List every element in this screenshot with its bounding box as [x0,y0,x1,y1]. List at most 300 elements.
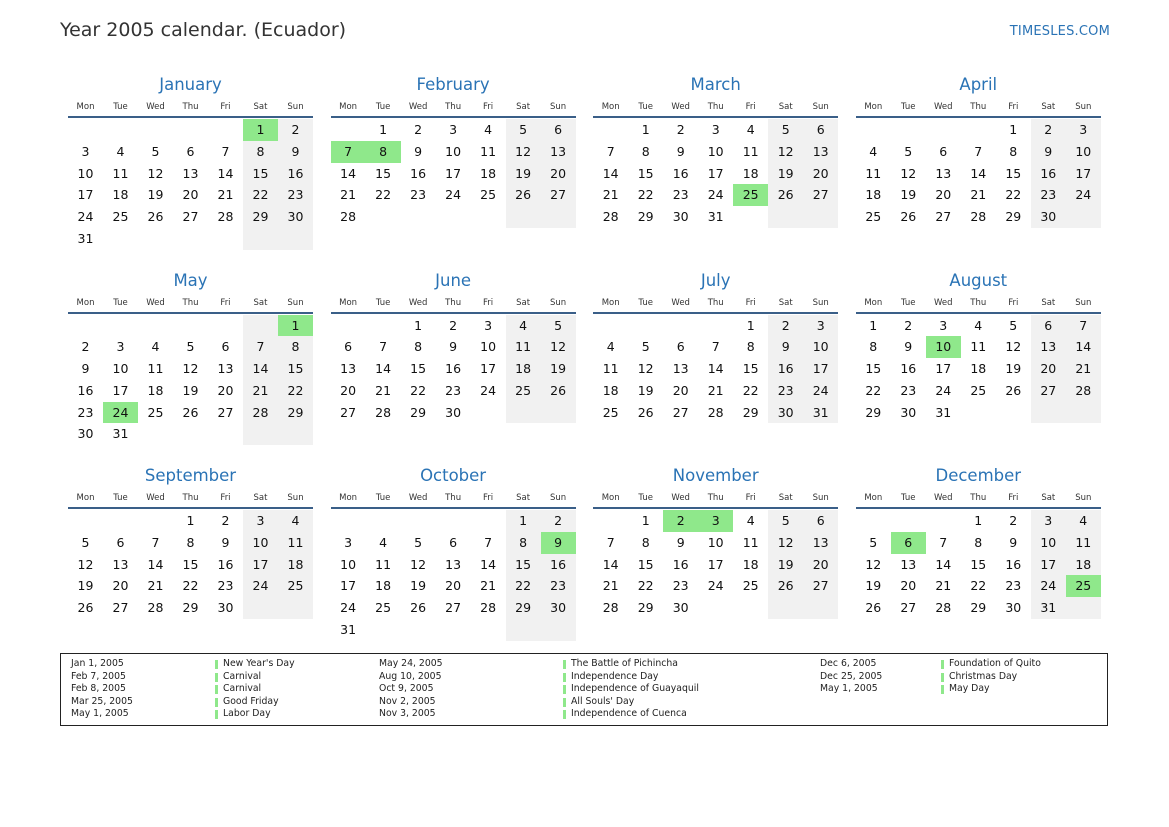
day-cell: 22 [865,382,882,398]
weekday-header [856,491,1101,505]
day-cell: 31 [803,402,838,424]
day-cell: 17 [480,361,497,377]
day-cell: 18 [278,554,313,576]
day-cell: 24 [243,575,278,597]
blank-day [856,119,891,141]
day-cell: 14 [480,556,497,572]
months-grid [68,74,1101,661]
weekday-label: Sat [1041,297,1056,308]
day-cell: 3 [1066,119,1101,141]
day-cell: 5 [151,143,160,159]
blank-day [208,315,243,337]
day-cell: 10 [480,339,497,355]
day-cell: 20 [541,163,576,185]
header-rule [331,507,576,509]
day-cell: 29 [970,600,987,616]
day-cell: 16 [278,163,313,185]
day-cell: 14 [935,556,952,572]
day-cell: 10 [77,165,94,181]
weekday-header [856,296,1101,310]
weekday-header [593,100,838,114]
day-cell: 28 [602,600,619,616]
weekday-label: Tue [375,102,391,112]
blank-day [593,510,628,532]
holiday-day: 2 [663,510,698,532]
blank-day [138,510,173,532]
blank-day [138,119,173,141]
holiday-name: New Year's Day [215,658,365,671]
day-cell: 8 [278,336,313,358]
weekday-label: Thu [182,493,199,503]
day-cell: 29 [182,600,199,616]
day-cell: 20 [803,554,838,576]
holiday-day: 24 [103,402,138,424]
weekday-label: Tue [113,297,128,308]
day-cell: 4 [746,513,755,528]
blank-day [926,119,961,141]
day-cell: 13 [445,556,462,572]
day-cell: 12 [182,361,199,377]
day-cell: 15 [506,554,541,576]
day-cell: 11 [1066,532,1101,554]
day-cell: 12 [865,556,882,572]
blank-day [803,597,838,619]
day-cell: 5 [186,339,195,355]
day-cell: 19 [768,554,803,576]
day-cell: 4 [1066,510,1101,532]
blank-day [278,597,313,619]
weekday-label: Sun [550,493,567,503]
day-cell: 22 [742,382,759,398]
day-cell: 14 [217,165,234,181]
day-cell: 13 [541,141,576,163]
day-cell: 5 [541,315,576,337]
day-cell: 25 [278,575,313,597]
day-cell: 24 [707,578,724,594]
day-cell: 1 [506,510,541,532]
day-cell: 1 [746,317,755,333]
day-cell: 27 [900,600,917,616]
day-cell: 27 [182,209,199,225]
day-cell: 24 [340,600,357,616]
days-grid [856,510,1101,619]
day-cell: 2 [414,122,423,137]
day-cell: 10 [707,143,724,159]
blank-day [506,402,541,424]
days-grid [331,315,576,424]
day-cell: 11 [742,143,759,159]
day-cell: 15 [243,163,278,185]
day-cell: 17 [1066,163,1101,185]
header-rule [593,312,838,314]
holiday-name: Independence Day [563,671,783,684]
day-cell: 6 [541,119,576,141]
weekday-label: Wed [934,297,953,308]
day-cell: 31 [935,404,952,420]
day-cell: 3 [116,339,125,355]
blank-day [173,228,208,250]
blank-day [366,510,401,532]
day-cell: 10 [1066,141,1101,163]
day-cell: 7 [151,534,160,550]
month-title: August [949,270,1008,290]
day-cell: 28 [970,209,987,225]
weekday-header [331,491,576,505]
day-cell: 19 [637,382,654,398]
weekday-label: Tue [638,297,653,308]
day-cell: 30 [768,402,803,424]
day-cell: 20 [803,163,838,185]
day-cell: 14 [602,556,619,572]
blank-day [1031,402,1066,424]
day-cell: 16 [672,165,689,181]
weekday-label: Tue [375,297,391,308]
day-cell: 27 [445,600,462,616]
day-cell: 22 [637,187,654,203]
day-cell: 5 [768,510,803,532]
day-cell: 29 [637,209,654,225]
weekday-label: Thu [970,102,987,112]
weekday-label: Sun [1075,102,1092,112]
day-cell: 21 [340,187,357,203]
day-cell: 10 [445,143,462,159]
day-cell: 15 [865,361,882,377]
holiday-date: Jan 1, 2005 [71,658,124,669]
month-june [331,270,576,466]
day-cell: 17 [243,554,278,576]
day-cell: 25 [112,209,129,225]
day-cell: 9 [676,534,685,550]
day-cell: 4 [484,122,493,137]
day-cell: 3 [803,315,838,337]
day-cell: 19 [147,187,164,203]
month-january [68,74,313,270]
blank-day [471,206,506,228]
blank-day [138,423,173,445]
day-cell: 28 [707,404,724,420]
day-cell: 16 [900,361,917,377]
day-cell: 11 [865,165,882,181]
day-cell: 21 [707,382,724,398]
blank-day [541,206,576,228]
day-cell: 13 [112,556,129,572]
day-cell: 26 [768,184,803,206]
day-cell: 18 [970,361,987,377]
day-cell: 30 [1005,600,1022,616]
day-cell: 22 [375,187,392,203]
weekday-label: Fri [1008,493,1019,503]
blank-day [208,423,243,445]
weekday-label: Fri [745,297,756,308]
day-cell: 6 [803,510,838,532]
day-cell: 5 [506,119,541,141]
day-cell: 23 [278,184,313,206]
day-cell: 4 [506,315,541,337]
day-cell: 1 [1009,122,1018,137]
day-cell: 6 [344,339,353,355]
day-cell: 2 [449,317,458,333]
day-cell: 8 [186,534,195,550]
day-cell: 13 [340,361,357,377]
blank-day [436,206,471,228]
day-cell: 26 [147,209,164,225]
blank-day [471,402,506,424]
day-cell: 25 [375,600,392,616]
day-cell: 14 [243,358,278,380]
day-cell: 8 [746,339,755,355]
day-cell: 28 [602,209,619,225]
day-cell: 17 [77,187,94,203]
day-cell: 8 [869,339,878,355]
day-cell: 12 [1005,339,1022,355]
day-cell: 3 [484,317,493,333]
holiday-name: Carnival [215,683,365,696]
month-title: June [435,270,472,290]
month-september [68,465,313,661]
day-cell: 13 [935,165,952,181]
day-cell: 19 [182,382,199,398]
holiday-day: 10 [926,336,961,358]
day-cell: 26 [865,600,882,616]
weekday-label: Fri [745,493,756,503]
day-cell: 8 [974,534,983,550]
day-cell: 27 [803,575,838,597]
blank-day [331,315,366,337]
blank-day [436,510,471,532]
weekday-label: Sun [812,297,829,308]
day-cell: 27 [803,184,838,206]
blank-day [768,597,803,619]
days-grid [593,510,838,619]
day-cell: 3 [344,534,353,550]
day-cell: 21 [970,187,987,203]
blank-day [103,510,138,532]
day-cell: 6 [1031,315,1066,337]
day-cell: 20 [340,382,357,398]
day-cell: 10 [1031,532,1066,554]
weekday-label: Mon [339,493,358,503]
day-cell: 23 [217,578,234,594]
day-cell: 2 [676,122,685,137]
day-cell: 8 [506,532,541,554]
day-cell: 2 [278,119,313,141]
days-grid [68,510,313,619]
holiday-date: Aug 10, 2005 [379,670,442,682]
day-cell: 18 [147,382,164,398]
day-cell: 26 [182,404,199,420]
day-cell: 16 [541,554,576,576]
days-grid [331,510,576,641]
day-cell: 7 [221,143,230,159]
day-cell: 6 [449,534,458,550]
day-cell: 24 [935,382,952,398]
day-cell: 12 [768,532,803,554]
weekday-label: Sat [1041,493,1056,503]
holiday-day: 3 [698,510,733,532]
day-cell: 12 [410,556,427,572]
blank-day [331,119,366,141]
day-cell: 23 [1031,184,1066,206]
day-cell: 26 [410,600,427,616]
day-cell: 8 [1009,143,1018,159]
weekday-label: Mon [864,493,883,503]
holiday-date: Oct 9, 2005 [379,683,434,695]
day-cell: 12 [637,361,654,377]
day-cell: 7 [243,336,278,358]
day-cell: 14 [707,361,724,377]
blank-day [208,228,243,250]
day-cell: 12 [506,141,541,163]
blank-day [401,206,436,228]
day-cell: 4 [974,317,983,333]
day-cell: 31 [1031,597,1066,619]
day-cell: 6 [939,143,948,159]
day-cell: 16 [1031,163,1066,185]
day-cell: 5 [641,339,650,355]
day-cell: 21 [217,187,234,203]
day-cell: 20 [182,187,199,203]
holiday-date: May 1, 2005 [71,708,129,720]
weekday-header [331,100,576,114]
brand-link[interactable]: TIMESLES.COM [1009,24,1110,39]
weekday-label: Fri [483,297,494,308]
weekday-label: Sat [778,102,793,112]
day-cell: 22 [637,578,654,594]
day-cell: 16 [768,358,803,380]
blank-day [68,510,103,532]
day-cell: 30 [1031,206,1066,228]
blank-day [471,619,506,641]
blank-day [961,119,996,141]
day-cell: 19 [506,163,541,185]
day-cell: 7 [711,339,720,355]
month-title: April [959,75,998,94]
weekday-label: Sun [812,102,829,112]
day-cell: 10 [112,361,129,377]
holiday-day: 6 [891,532,926,554]
weekday-label: Wed [146,102,165,112]
day-cell: 13 [803,141,838,163]
holiday-name: Foundation of Quito [941,658,1091,671]
day-cell: 10 [243,532,278,554]
month-title: November [672,466,759,485]
weekday-label: Mon [601,493,620,503]
day-cell: 19 [900,187,917,203]
blank-day [698,597,733,619]
holiday-name: Good Friday [215,696,365,709]
day-cell: 20 [935,187,952,203]
day-cell: 29 [865,404,882,420]
day-cell: 11 [742,534,759,550]
day-cell: 18 [480,165,497,181]
weekday-label: Thu [707,102,724,112]
day-cell: 9 [414,143,423,159]
weekday-header [856,100,1101,114]
day-cell: 11 [147,361,164,377]
day-cell: 1 [414,317,423,333]
holiday-date: May 24, 2005 [379,658,443,669]
day-cell: 7 [606,143,615,159]
day-cell: 17 [707,165,724,181]
day-cell: 18 [602,382,619,398]
day-cell: 22 [278,380,313,402]
month-title: March [690,75,741,94]
blank-day [628,315,663,337]
day-cell: 6 [221,339,230,355]
day-cell: 26 [900,209,917,225]
blank-day [593,315,628,337]
day-cell: 21 [480,578,497,594]
day-cell: 30 [900,404,917,420]
header-rule [68,116,313,118]
day-cell: 16 [672,556,689,572]
day-cell: 23 [445,382,462,398]
blank-day [593,119,628,141]
day-cell: 30 [278,206,313,228]
day-cell: 14 [147,556,164,572]
day-cell: 27 [672,404,689,420]
weekday-label: Tue [375,493,391,503]
holiday-name: May Day [941,683,1091,696]
weekday-label: Wed [408,493,428,503]
day-cell: 13 [900,556,917,572]
day-cell: 24 [1031,575,1066,597]
weekday-label: Tue [113,493,128,503]
days-grid [68,119,313,250]
day-cell: 5 [1009,317,1018,333]
weekday-label: Mon [339,102,358,112]
weekday-label: Thu [182,297,199,308]
day-cell: 22 [243,184,278,206]
day-cell: 5 [904,143,913,159]
day-cell: 29 [278,402,313,424]
day-cell: 8 [243,141,278,163]
day-cell: 27 [1031,380,1066,402]
blank-day [173,315,208,337]
month-may [68,270,313,466]
day-cell: 9 [676,143,685,159]
day-cell: 31 [707,209,724,225]
blank-day [103,228,138,250]
day-cell: 27 [935,209,952,225]
day-cell: 25 [506,380,541,402]
day-cell: 22 [506,575,541,597]
month-july [593,270,838,466]
day-cell: 21 [375,382,392,398]
month-april [856,74,1101,270]
blank-day [803,206,838,228]
day-cell: 6 [803,119,838,141]
day-cell: 29 [243,206,278,228]
day-cell: 10 [803,336,838,358]
weekday-label: Mon [76,493,95,503]
weekday-label: Sun [550,102,567,112]
day-cell: 4 [606,339,615,355]
day-cell: 27 [541,184,576,206]
day-cell: 2 [81,339,90,355]
day-cell: 17 [1031,554,1066,576]
day-cell: 28 [340,209,357,225]
weekday-label: Wed [408,102,428,112]
weekday-label: Sat [253,297,268,308]
blank-day [891,119,926,141]
day-cell: 25 [970,382,987,398]
day-cell: 12 [541,336,576,358]
blank-day [103,119,138,141]
day-cell: 4 [278,510,313,532]
day-cell: 2 [221,513,230,528]
month-title: January [159,75,222,94]
